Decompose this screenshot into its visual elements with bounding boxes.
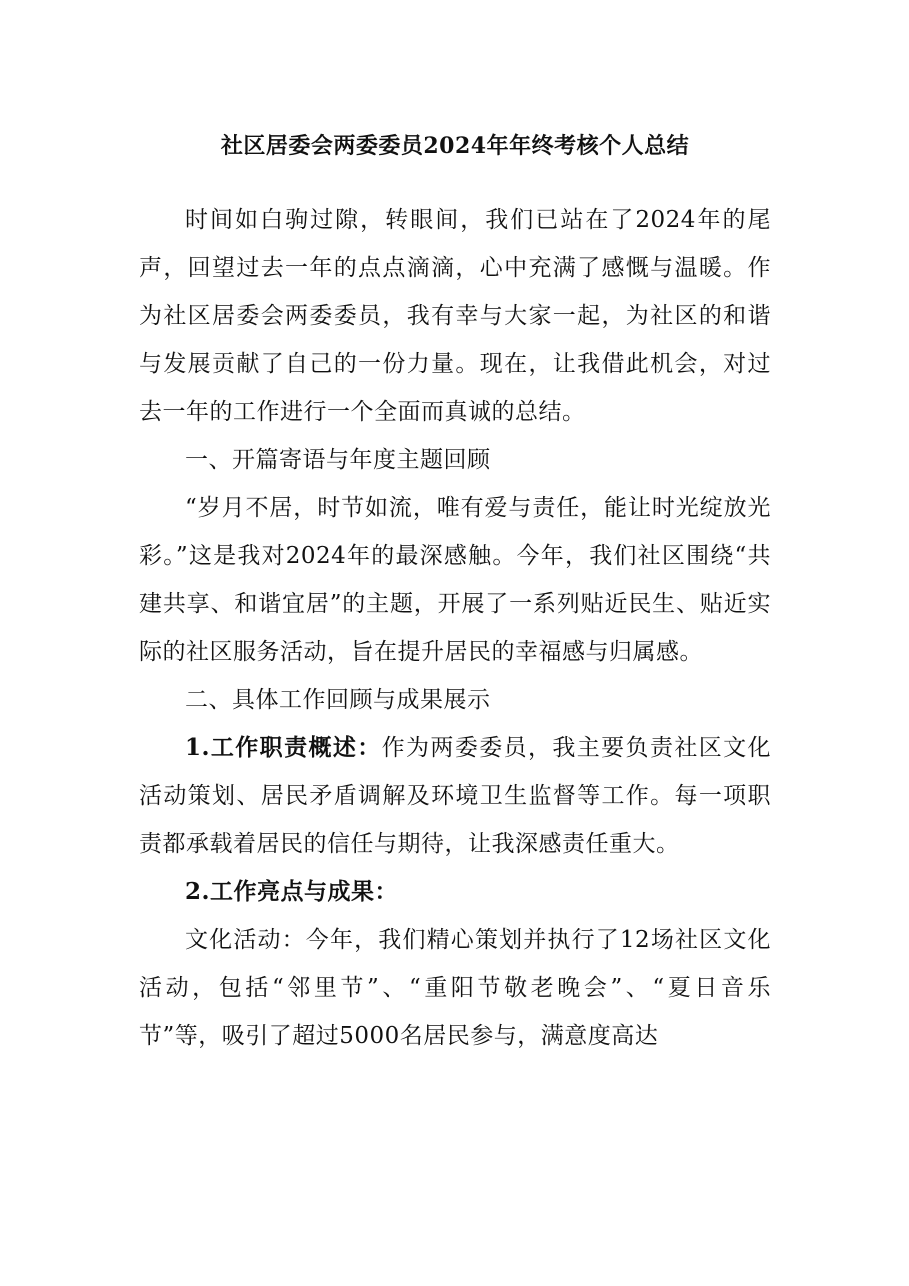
document-title: 社区居委会两委委员2024年年终考核个人总结 [220,133,690,159]
item-1-text: 作为两委委员，我主要负责社区文化活动策划、居民矛盾调解及环境卫生监督等工作。每一项职责都承载着居民的信任与期待，让我深感责任重大。 [139,735,771,857]
item-1-paragraph [139,724,771,868]
section-2-heading: 二、具体工作回顾与成果展示 [185,687,491,713]
intro-paragraph: 时间如白驹过隙，转眼间，我们已站在了2024年的尾声，回望过去一年的点点滴滴，心中充满了感慨与温暖。作为社区居委会两委委员，我有幸与大家一起，为社区的和谐与发展贡献了自己的一份力量。现在，让我借此机会，对过去一年的工作进行一个全面而真诚的总结。 [139,207,771,425]
section-1-heading: 一、开篇寄语与年度主题回顾 [185,447,491,473]
item-2-paragraph: 文化活动：今年，我们精心策划并执行了12场社区文化活动，包括“邻里节”、“重阳节敬老晚会”、“夏日音乐节”等，吸引了超过5000名居民参与，满意度高达 [139,927,771,1049]
item-2-heading: 2.工作亮点与成果： [185,878,399,905]
document-body [139,124,771,1060]
section-1-paragraph: “岁月不居，时节如流，唯有爱与责任，能让时光绽放光彩。”这是我对2024年的最深感触。今年，我们社区围绕“共建共享、和谐宜居”的主题，开展了一系列贴近民生、贴近实际的社区服务活动，旨在提升居民的幸福感与归属感。 [139,495,771,665]
item-1-lead: 1.工作职责概述： [185,734,382,761]
